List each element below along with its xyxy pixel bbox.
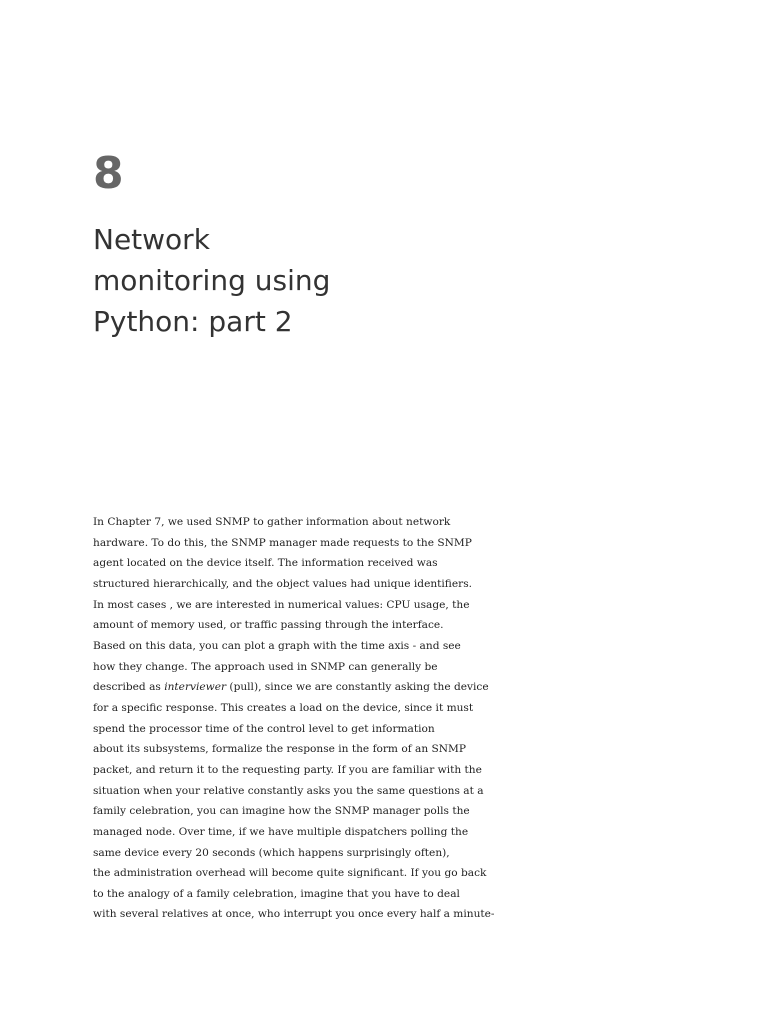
text-segment: described as — [93, 681, 165, 694]
text-line: Based on this data, you can plot a graph with the time axis - and see — [93, 639, 461, 652]
text-line: the administration overhead will become quite significant. If you go back — [93, 867, 487, 880]
text-line: to the analogy of a family celebration, imagine that you have to deal — [93, 887, 460, 900]
text-line: family celebration, you can imagine how the SNMP manager polls the — [93, 805, 470, 818]
text-line-with-emphasis — [93, 677, 513, 698]
text-line: packet, and return it to the requesting party. If you are familiar with the — [93, 763, 482, 776]
text-line: spend the processor time of the control level to get information — [93, 722, 435, 735]
text-line: structured hierarchically, and the object values had unique identifiers. — [93, 577, 473, 590]
text-line: how they change. The approach used in SNMP can generally be — [93, 660, 438, 673]
body-paragraph — [93, 512, 513, 925]
text-line: In Chapter 7, we used SNMP to gather information about network — [93, 516, 451, 528]
text-line: with several relatives at once, who interrupt you once every half a minute- — [93, 908, 495, 921]
chapter-title-line: Python: part 2 — [93, 305, 293, 338]
text-segment: (pull), since we are constantly asking the device — [226, 681, 489, 694]
text-line: for a specific response. This creates a load on the device, since it must — [93, 701, 474, 714]
text-line: situation when your relative constantly asks you the same questions at a — [93, 784, 484, 797]
text-line: same device every 20 seconds (which happens surprisingly often), — [93, 846, 450, 859]
text-line: hardware. To do this, the SNMP manager made requests to the SNMP — [93, 536, 472, 549]
text-line: In most cases , we are interested in numerical values: CPU usage, the — [93, 598, 470, 611]
chapter-title-line: Network — [93, 223, 210, 256]
chapter-number: 8 — [93, 148, 124, 199]
text-line: about its subsystems, formalize the response in the form of an SNMP — [93, 743, 467, 756]
chapter-title — [93, 219, 413, 342]
text-line: amount of memory used, or traffic passing through the interface. — [93, 619, 444, 632]
chapter-title-line: monitoring using — [93, 264, 331, 297]
emphasized-term: interviewer — [164, 681, 227, 694]
text-line: agent located on the device itself. The information received was — [93, 557, 438, 570]
text-line: managed node. Over time, if we have multiple dispatchers polling the — [93, 825, 469, 838]
